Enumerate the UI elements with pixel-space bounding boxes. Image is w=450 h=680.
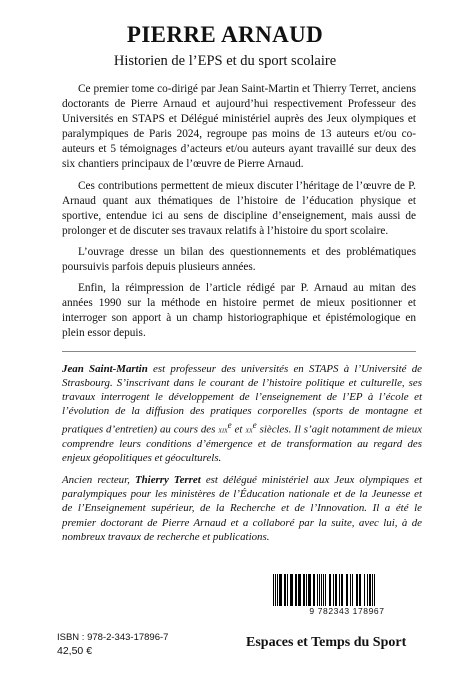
barcode-bar <box>303 574 305 606</box>
barcode-bar <box>356 574 358 606</box>
author-bios <box>62 362 422 552</box>
barcode-bar <box>298 574 301 606</box>
barcode-bars <box>269 574 425 608</box>
barcode-bar <box>346 574 348 606</box>
isbn: ISBN : 978-2-343-17896-7 <box>57 632 169 643</box>
book-title: PIERRE ARNAUD <box>126 22 324 47</box>
barcode-bar <box>339 574 340 606</box>
barcode <box>263 572 419 622</box>
barcode-bar <box>352 574 353 606</box>
bio-text: siècles. Il s’agit notamment de mieux comprendre leurs conditions d’émergence et de transformation au regard des enjeux géopolitiques et géoculturels. <box>62 424 422 465</box>
barcode-bar <box>277 574 278 606</box>
barcode-bar <box>341 574 343 606</box>
summary-paragraph: Ces contributions permettent de mieux discuter l’héritage de l’œuvre de P. Arnaud quant aux thématiques de l’histoire de l’éducation physique et sportive, entendue ici au sens de discipline d’enseignement, mais aussi de prolonger et de discuter ses travaux relatifs à l’histoire du sport scolaire. <box>62 179 416 237</box>
book-subtitle: Historien de l’EPS et du sport scolaire <box>113 53 337 69</box>
series-name: Espaces et Temps du Sport <box>246 635 407 650</box>
barcode-bar <box>369 574 371 606</box>
summary-text <box>62 82 416 348</box>
barcode-bar <box>295 574 297 606</box>
barcode-bar <box>364 574 365 606</box>
barcode-digits: 9 782343 178967 <box>309 606 385 616</box>
barcode-bar <box>308 574 311 606</box>
barcode-bar <box>329 574 331 606</box>
barcode-bar <box>367 574 368 606</box>
barcode-bar <box>275 574 276 606</box>
barcode-bar <box>290 574 293 606</box>
author-bio-saint-martin <box>62 362 422 465</box>
author-name: Thierry Terret <box>134 474 201 487</box>
bio-text: et <box>231 424 246 436</box>
summary-paragraph: Ce premier tome co-dirigé par Jean Saint-Martin et Thierry Terret, anciens doctorants de Pierre Arnaud et aujourd’hui respectivement Professeur des Universités en STAPS et Délégué ministériel auprès des Jeux olympiques et paralympiques de Paris 2024, regroupe pas moins de 13 auteurs et/ou co-auteurs et 5 témoignages d’acteurs et/ou auteurs ayant travaillé sur deux des six chantiers principaux de l’œuvre de Pierre Arnaud. <box>62 83 416 171</box>
barcode-bar <box>372 574 373 606</box>
bio-text: est professeur des universités en STAPS à l’Université de Strasbourg. S’inscrivant dans le courant de l’histoire politique et culturelle, ses travaux interrogent le développement de l’enseignement de l’EP à l’école et l’évolution de la diffusion des pratiques corporelles (sports de montagne et pratiques d’entretien) au cours des <box>62 363 422 436</box>
price: 42,50 € <box>57 645 93 657</box>
barcode-bar <box>359 574 361 606</box>
barcode-bar <box>287 574 288 606</box>
barcode-bar <box>279 574 282 606</box>
barcode-bar <box>335 574 337 606</box>
barcode-bar <box>313 574 315 606</box>
bio-text: est délégué ministériel aux Jeux olympiques et paralympiques pour les ministères de l’Éducation nationale et de la Jeunesse et de l’Enseignement supérieur, de la Recherche et de l’Innovation. Il a été le premier doctorant de Pierre Arnaud et a collaboré par la suite, avec lui, à de nombreux travaux de recherche et publications. <box>62 474 422 543</box>
barcode-bar <box>306 574 307 606</box>
barcode-bar <box>374 574 375 606</box>
author-bio-terret <box>62 473 422 543</box>
barcode-bar <box>284 574 286 606</box>
century-numeral: xix <box>218 425 228 435</box>
barcode-bar <box>323 574 324 606</box>
century-suffix: e <box>252 420 257 431</box>
century-suffix: e <box>227 420 232 431</box>
author-name: Jean Saint-Martin <box>62 363 148 375</box>
century-numeral: xx <box>245 425 253 435</box>
barcode-bar <box>325 574 326 606</box>
barcode-bar <box>333 574 334 606</box>
barcode-bar <box>317 574 318 606</box>
barcode-bar <box>319 574 320 606</box>
bio-text: Ancien recteur, <box>62 474 135 487</box>
summary-paragraph: Enfin, la réimpression de l’article rédigé par P. Arnaud au mitan des années 1990 sur la méthode en histoire permet de mieux positionner et interroger son apport à un champ historiographique et épistémologique en plein essor depuis. <box>62 282 416 340</box>
summary-paragraph: L’ouvrage dresse un bilan des questionnements et des problématiques poursuivis parfois depuis plusieurs années. <box>62 245 416 274</box>
barcode-bar <box>350 574 351 606</box>
barcode-bar <box>321 574 322 606</box>
barcode-bar <box>273 574 274 606</box>
section-divider <box>62 351 416 352</box>
